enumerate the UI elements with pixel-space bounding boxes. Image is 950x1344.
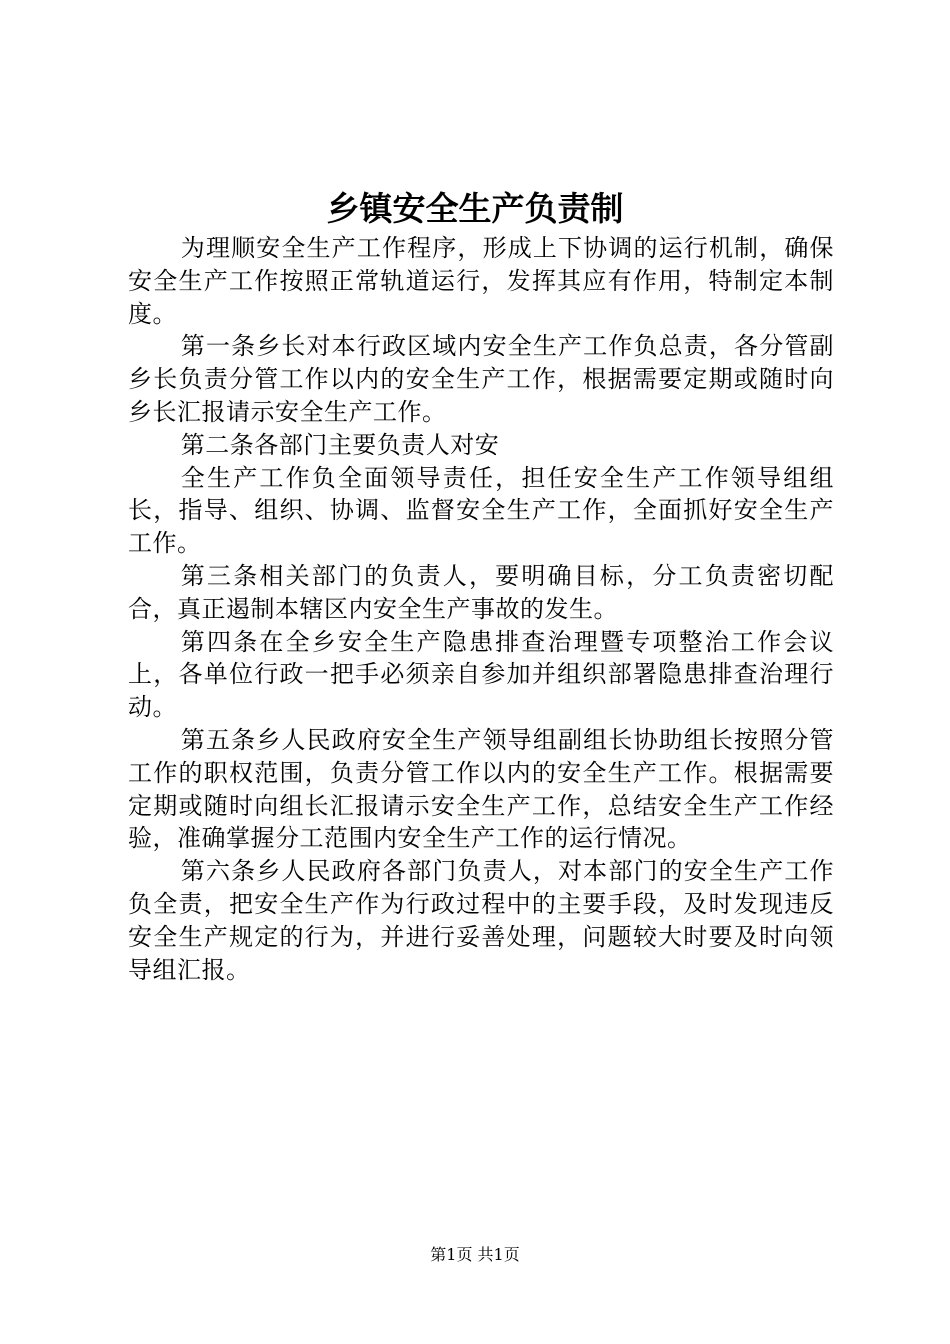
page-number-footer: 第1页 共1页 [430,1245,520,1264]
paragraph-article-4: 第四条在全乡安全生产隐患排查治理暨专项整治工作会议上，各单位行政一把手必须亲自参加并组织部署隐患排查治理行动。 [128,627,834,722]
document-body [128,232,834,986]
paragraph-article-5: 第五条乡人民政府安全生产领导组副组长协助组长按照分管工作的职权范围，负责分管工作以内的安全生产工作。根据需要定期或随时向组长汇报请示安全生产工作，总结安全生产工作经验，准确掌握分工范围内安全生产工作的运行情况。 [128,725,834,853]
paragraph-article-1: 第一条乡长对本行政区域内安全生产工作负总责，各分管副乡长负责分管工作以内的安全生产工作，根据需要定期或随时向乡长汇报请示安全生产工作。 [128,332,834,426]
paragraph-article-2: 第二条各部门主要负责人对安 [180,430,500,459]
paragraph-article-3: 第三条相关部门的负责人，要明确目标，分工负责密切配合，真正遏制本辖区内安全生产事故的发生。 [128,561,834,623]
paragraph-article-6: 第六条乡人民政府各部门负责人，对本部门的安全生产工作负全责，把安全生产作为行政过程中的主要手段，及时发现违反安全生产规定的行为，并进行妥善处理，问题较大时要及时向领导组汇报。 [128,857,834,984]
document-title: 乡镇安全生产负责制 [326,189,624,228]
paragraph-article-2-continued: 全生产工作负全面领导责任，担任安全生产工作领导组组长，指导、组织、协调、监督安全生产工作，全面抓好安全生产工作。 [128,463,834,558]
paragraph-intro: 为理顺安全生产工作程序，形成上下协调的运行机制，确保安全生产工作按照正常轨道运行，发挥其应有作用，特制定本制度。 [128,234,834,328]
